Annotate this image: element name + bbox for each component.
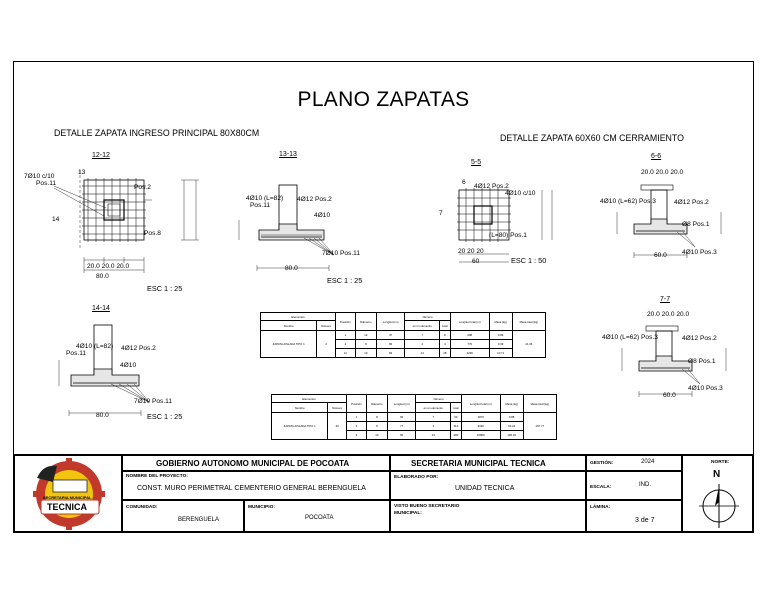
- section-label-14: 14-14: [92, 305, 110, 312]
- prepared-cell: [390, 471, 586, 500]
- label-7-total: 60.0: [663, 392, 676, 399]
- gestion-value: 2024: [641, 459, 655, 465]
- org-name: GOBIERNO AUTONOMO MUNICIPAL DE POCOATA: [156, 459, 350, 468]
- t1-cell: 8: [440, 331, 451, 340]
- label-14-a: 4Ø10 (L=82): [76, 343, 114, 350]
- t2-cell: 3: [347, 431, 367, 440]
- section-label-12: 12-12: [92, 152, 110, 159]
- section-label-6: 6-6: [651, 153, 662, 160]
- t2-cell: 60.24: [500, 422, 523, 431]
- label-14-d: 7Ø10 Pos.11: [134, 398, 173, 405]
- t2-cell: 280: [451, 431, 462, 440]
- t1-cell: 11: [336, 349, 356, 358]
- logo-text-top: SECRETARIA MUNICIPAL: [43, 495, 92, 500]
- t2-cell: 8: [366, 422, 387, 431]
- t1-cell: 37: [376, 331, 405, 340]
- t2-sh-total: total: [451, 403, 462, 413]
- north-label: NORTE:: [711, 460, 730, 465]
- label-5-a: 4Ø12 Pos.2: [474, 183, 509, 190]
- north-letter: N: [713, 469, 721, 480]
- t1-sh-total: total: [440, 321, 451, 331]
- rebar-table-2: [271, 394, 557, 440]
- label-6-a: 4Ø10 (L=62) Pos.3: [600, 198, 656, 205]
- community-value: BERENGUELA: [178, 517, 220, 523]
- logo-cell: [14, 455, 122, 532]
- t2-cell: 10: [366, 431, 387, 440]
- t2-cell: 60: [387, 431, 416, 440]
- escala-value: IND.: [639, 482, 651, 488]
- t2-cell: 2: [347, 422, 367, 431]
- label-12-pos8: Pos.8: [144, 230, 161, 237]
- t2-cell: 14: [416, 431, 451, 440]
- prepared-label: ELABORADO POR:: [394, 475, 439, 480]
- label-12-n13: 13: [78, 169, 86, 176]
- t1-cell: 288: [450, 331, 489, 340]
- label-7-c: Ø8 Pos.1: [688, 358, 716, 365]
- community-label: COMUNIDAD:: [126, 505, 158, 510]
- label-13-a: 4Ø10 (L=82): [246, 195, 284, 202]
- t1-total: 21.06: [512, 331, 545, 358]
- label-12-pos2: Pos.2: [134, 184, 151, 191]
- lamina-cell: [586, 500, 682, 532]
- t1-h-longitud: Longitud (m): [376, 313, 405, 331]
- logo-text-main: TECNICA: [47, 502, 87, 512]
- t2-h-longitud: Longitud (m): [387, 395, 416, 413]
- label-5-n6: 6: [462, 179, 466, 186]
- escala-cell: [586, 471, 682, 500]
- north-arrow-icon: [697, 482, 741, 528]
- t1-cell: 1: [336, 331, 356, 340]
- t1-element: ZAPATA AISLADA TIPO 1: [261, 331, 317, 358]
- t1-h-longtotal: Longitud total (m): [450, 313, 489, 331]
- t1-cell: 10.71: [489, 349, 512, 358]
- prepared-value: UNIDAD TECNICA: [455, 485, 515, 492]
- label-12-total: 80.0: [96, 273, 109, 280]
- t2-cell: 0.88: [500, 413, 523, 422]
- t1-cell: 14: [405, 349, 440, 358]
- label-5-b: 4Ø10 c/10: [505, 190, 536, 197]
- label-12-rebar: 7Ø10 c/10: [24, 173, 55, 180]
- label-5-c: (L=80) Pos.1: [489, 232, 527, 239]
- t1-cell: 4: [440, 340, 451, 349]
- t1-cell: 10: [355, 349, 376, 358]
- label-12-n14: 14: [52, 216, 60, 223]
- label-5-total: 60: [472, 258, 480, 265]
- t1-cell: 0.39: [489, 340, 512, 349]
- t2-cell: 60: [451, 413, 462, 422]
- t1-sh-numero: Número: [317, 321, 336, 331]
- municipality-cell: [244, 500, 390, 532]
- label-7-d: 4Ø10 Pos.3: [688, 385, 723, 392]
- t1-h-elementos: Elementos: [261, 313, 336, 321]
- label-7-dims: 20.0 20.0 20.0: [647, 311, 690, 318]
- t2-cell: 9320: [461, 422, 500, 431]
- t2-element: ZAPATA AISLADA TIPO 1: [272, 413, 328, 440]
- t2-cell: 8: [366, 413, 387, 422]
- t2-cell: 106.34: [500, 431, 523, 440]
- label-6-dims: 20.0 20.0 20.0: [641, 169, 684, 176]
- t2-cell: 1: [347, 413, 367, 422]
- label-13-pos11: Pos.11: [250, 202, 271, 209]
- secretaria-tecnica-logo: [23, 458, 115, 530]
- escala-label: ESCALA:: [590, 485, 612, 490]
- t1-cell: 2: [336, 340, 356, 349]
- project-label: NOMBRE DEL PROYECTO:: [126, 474, 188, 479]
- label-12-pos11: Pos.11: [36, 180, 57, 187]
- t2-cell: 1870: [461, 413, 500, 422]
- t2-h-longtotal: Longitud total (m): [461, 395, 500, 413]
- t1-sh-elemento: en un elemento: [405, 321, 440, 331]
- scale-c: ESC 1 : 25: [147, 412, 183, 421]
- t1-cell: 82: [376, 349, 405, 358]
- approval-cell: [390, 500, 586, 532]
- gestion-cell: [586, 455, 682, 471]
- t1-cell: 2296: [450, 349, 489, 358]
- lamina-value: 3 de 7: [635, 517, 655, 524]
- t2-sh-elemento: en un elemento: [416, 403, 451, 413]
- scale-a: ESC 1 : 25: [147, 284, 183, 293]
- t1-cell: 7: [405, 331, 440, 340]
- approval-label-1: VISTO BUENO SECRETARIO: [394, 504, 460, 509]
- t2-h-elementos: Elementos: [272, 395, 347, 403]
- t2-sh-numero: Número: [328, 403, 347, 413]
- label-14-b: 4Ø12 Pos.2: [121, 345, 156, 352]
- label-14-pos11: Pos.11: [66, 350, 87, 357]
- secretariat-cell: [390, 455, 586, 471]
- t2-h-posicion: Posición: [347, 395, 367, 413]
- label-6-c: Ø8 Pos.1: [682, 221, 710, 228]
- label-5-dims: 20 20 20: [458, 248, 484, 255]
- page-title: PLANO ZAPATAS: [297, 88, 470, 111]
- section-label-13: 13-13: [279, 151, 297, 158]
- t1-cell: 12: [355, 331, 376, 340]
- label-5-n7: 7: [439, 210, 443, 217]
- t2-h-masa: Masa (kg): [500, 395, 523, 413]
- heading-right: DETALLE ZAPATA 60X60 CM CERRAMIENTO: [500, 133, 684, 143]
- scale-d: ESC 1 : 50: [511, 256, 547, 265]
- label-13-c: 4Ø10: [314, 212, 331, 219]
- t1-count: 2: [317, 331, 336, 358]
- t2-cell: 114: [451, 422, 462, 431]
- label-6-total: 60.0: [654, 252, 667, 259]
- org-cell: [122, 455, 390, 471]
- t2-h-diametro: Diámetro: [366, 395, 387, 413]
- t1-h-masa: Masa (kg): [489, 313, 512, 331]
- municipality-value: POCOATA: [305, 515, 334, 521]
- t2-h-masatotal: Masa total (kg): [523, 395, 556, 413]
- scale-b: ESC 1 : 25: [327, 276, 363, 285]
- label-13-total: 80.0: [285, 265, 298, 272]
- t1-h-posicion: Posición: [336, 313, 356, 331]
- detail-14-section: [29, 320, 164, 420]
- t1-h-numero: Número: [405, 313, 450, 321]
- t1-cell: 770: [450, 340, 489, 349]
- gestion-label: GESTIÓN:: [590, 461, 614, 466]
- title-block: [13, 454, 754, 533]
- section-label-5: 5-5: [471, 159, 482, 166]
- t1-h-diametro: Diámetro: [355, 313, 376, 331]
- secretariat-name: SECRETARIA MUNICIPAL TECNICA: [411, 459, 546, 468]
- detail-13-section: [219, 180, 354, 275]
- label-14-c: 4Ø10: [120, 362, 137, 369]
- t2-cell: 7: [416, 413, 451, 422]
- t2-cell: 77: [387, 422, 416, 431]
- label-12-dims: 20.0 20.0 20.0: [87, 263, 130, 270]
- approval-label-2: MUNICIPAL:: [394, 511, 422, 516]
- t2-cell: 60: [387, 413, 416, 422]
- t1-cell: 8: [355, 340, 376, 349]
- t2-cell: 4: [416, 422, 451, 431]
- lamina-label: LÁMINA:: [590, 505, 611, 510]
- t1-cell: 0.89: [489, 331, 512, 340]
- t2-h-numero: Número: [416, 395, 461, 403]
- t2-cell: 16800: [461, 431, 500, 440]
- t1-cell: 28: [440, 349, 451, 358]
- label-6-b: 4Ø12 Pos.2: [674, 199, 709, 206]
- municipality-label: MUNICIPIO:: [248, 505, 275, 510]
- project-name: CONST. MURO PERIMETRAL CEMENTERIO GENERAL BERENGUELA: [137, 485, 366, 492]
- community-cell: [122, 500, 244, 532]
- label-6-d: 4Ø10 Pos.3: [682, 249, 717, 256]
- label-13-d: 7Ø10 Pos.11: [322, 250, 361, 257]
- project-cell: [122, 471, 390, 500]
- label-7-a: 4Ø10 (L=62) Pos.3: [602, 334, 658, 341]
- t2-sh-nombre: Nombre: [272, 403, 328, 413]
- label-14-total: 80.0: [96, 412, 109, 419]
- t1-sh-nombre: Nombre: [261, 321, 317, 331]
- label-13-b: 4Ø12 Pos.2: [297, 196, 332, 203]
- t1-cell: 2: [405, 340, 440, 349]
- section-label-7: 7-7: [660, 296, 671, 303]
- rebar-table-1: [260, 312, 546, 358]
- t1-h-masatotal: Masa total (kg): [512, 313, 545, 331]
- t1-cell: 86: [376, 340, 405, 349]
- heading-left: DETALLE ZAPATA INGRESO PRINCIPAL 80X80CM: [54, 128, 260, 138]
- north-cell: [682, 455, 753, 532]
- label-7-b: 4Ø12 Pos.2: [682, 335, 717, 342]
- t2-total: 167.77: [523, 413, 556, 440]
- t2-count: 30: [328, 413, 347, 440]
